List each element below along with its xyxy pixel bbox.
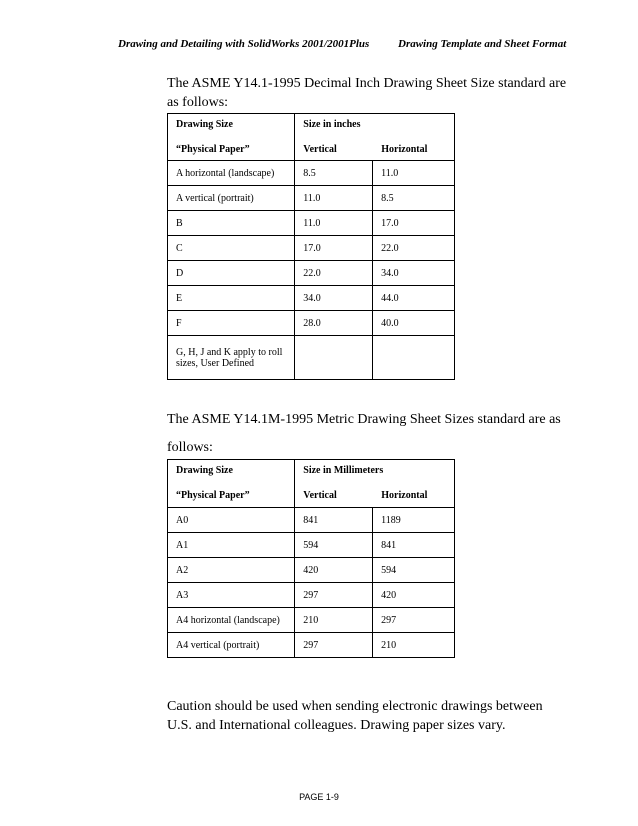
physical-paper-label: “Physical Paper”: [176, 144, 250, 155]
orientation-labels: [303, 144, 454, 155]
vertical-value-cell: 297: [295, 583, 373, 608]
table-row: [168, 336, 455, 380]
metric-table-header-row: [168, 460, 455, 508]
size-name-cell: F: [168, 311, 295, 336]
caution-paragraph: Caution should be used when sending electronic drawings between U.S. and International colleagues. Drawing paper sizes vary.: [167, 699, 543, 733]
horizontal-value-cell: 40.0: [373, 311, 455, 336]
vertical-value-cell: 11.0: [295, 186, 373, 211]
table-row: [168, 186, 455, 211]
size-name-cell: A4 vertical (portrait): [168, 633, 295, 658]
orientation-labels: [303, 490, 454, 501]
horizontal-value-cell: 594: [373, 558, 455, 583]
metric-intro-line2: follows:: [167, 440, 213, 455]
table-row: [168, 311, 455, 336]
vertical-value-cell: 28.0: [295, 311, 373, 336]
metric-intro-line1: The ASME Y14.1M-1995 Metric Drawing Sheet Sizes standard are as: [167, 412, 561, 427]
drawing-size-label: Drawing Size: [176, 465, 233, 476]
vertical-value-cell: 17.0: [295, 236, 373, 261]
table-row: [168, 236, 455, 261]
size-name-cell: A0: [168, 508, 295, 533]
physical-paper-label: “Physical Paper”: [176, 490, 250, 501]
drawing-size-header: [168, 114, 295, 161]
vertical-value-cell: [295, 336, 373, 380]
size-header: [295, 114, 455, 161]
horizontal-value-cell: 210: [373, 633, 455, 658]
vertical-label: Vertical: [303, 144, 337, 155]
table-row: [168, 211, 455, 236]
vertical-value-cell: 297: [295, 633, 373, 658]
horizontal-value-cell: 297: [373, 608, 455, 633]
size-name-cell: A3: [168, 583, 295, 608]
table-row: [168, 633, 455, 658]
size-name-cell: A vertical (portrait): [168, 186, 295, 211]
size-name-cell: A1: [168, 533, 295, 558]
size-in-millimeters-label: Size in Millimeters: [303, 465, 384, 476]
size-in-inches-label: Size in inches: [303, 119, 361, 130]
table-row: [168, 608, 455, 633]
inch-intro-paragraph: The ASME Y14.1-1995 Decimal Inch Drawing Sheet Size standard are as follows:: [167, 76, 567, 110]
size-name-cell: G, H, J and K apply to roll sizes, User Defined: [168, 336, 295, 380]
vertical-label: Vertical: [303, 490, 337, 501]
vertical-value-cell: 8.5: [295, 161, 373, 186]
horizontal-value-cell: 420: [373, 583, 455, 608]
vertical-value-cell: 34.0: [295, 286, 373, 311]
size-name-cell: E: [168, 286, 295, 311]
size-name-cell: C: [168, 236, 295, 261]
table-row: [168, 583, 455, 608]
horizontal-value-cell: 22.0: [373, 236, 455, 261]
horizontal-value-cell: 34.0: [373, 261, 455, 286]
inch-table-header-row: [168, 114, 455, 161]
vertical-value-cell: 210: [295, 608, 373, 633]
table-row: [168, 261, 455, 286]
table-row: [168, 286, 455, 311]
horizontal-label: Horizontal: [381, 490, 428, 501]
page-number: PAGE 1-9: [299, 792, 339, 802]
drawing-size-label: Drawing Size: [176, 119, 233, 130]
horizontal-value-cell: 8.5: [373, 186, 455, 211]
horizontal-label: Horizontal: [381, 144, 428, 155]
size-name-cell: B: [168, 211, 295, 236]
table-row: [168, 161, 455, 186]
size-name-cell: A horizontal (landscape): [168, 161, 295, 186]
table-row: [168, 508, 455, 533]
size-header: [295, 460, 455, 508]
size-name-cell: A2: [168, 558, 295, 583]
size-name-cell: A4 horizontal (landscape): [168, 608, 295, 633]
horizontal-value-cell: 11.0: [373, 161, 455, 186]
header-book-title: Drawing and Detailing with SolidWorks 2001/2001Plus: [118, 38, 370, 50]
size-name-cell: D: [168, 261, 295, 286]
metric-size-table: [167, 459, 455, 658]
horizontal-value-cell: 44.0: [373, 286, 455, 311]
table-row: [168, 558, 455, 583]
inch-size-table: [167, 113, 455, 380]
table-row: [168, 533, 455, 558]
vertical-value-cell: 11.0: [295, 211, 373, 236]
drawing-size-header: [168, 460, 295, 508]
vertical-value-cell: 22.0: [295, 261, 373, 286]
vertical-value-cell: 841: [295, 508, 373, 533]
horizontal-value-cell: 1189: [373, 508, 455, 533]
header-chapter-title: Drawing Template and Sheet Format: [398, 38, 567, 50]
horizontal-value-cell: 17.0: [373, 211, 455, 236]
vertical-value-cell: 594: [295, 533, 373, 558]
horizontal-value-cell: 841: [373, 533, 455, 558]
vertical-value-cell: 420: [295, 558, 373, 583]
horizontal-value-cell: [373, 336, 455, 380]
